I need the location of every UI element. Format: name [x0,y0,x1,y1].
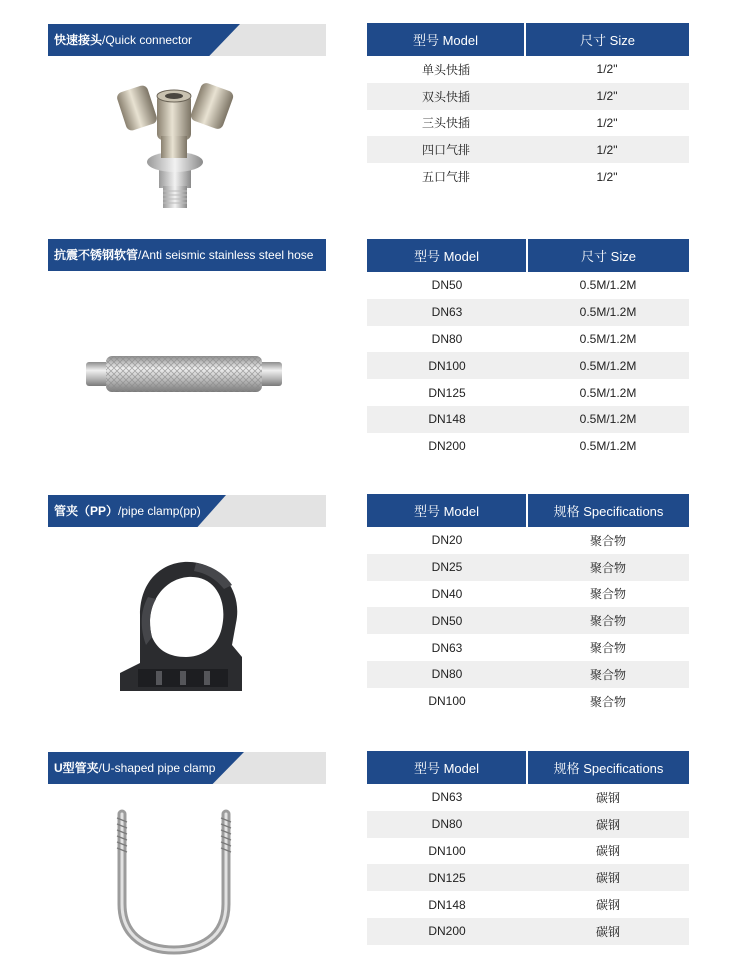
cell-model: 三头快插 [421,116,470,131]
table-row [367,918,689,945]
cell-spec: 聚合物 [527,661,689,688]
cell-model: DN63 [431,790,463,805]
cell-model: 双头快插 [367,83,525,110]
cell-model: DN100 [428,694,466,709]
cell-model: DN50 [367,607,527,634]
table-row [367,811,689,838]
table-row [367,891,689,918]
cell-model: DN200 [367,918,527,945]
cell-spec: 0.5M/1.2M [579,278,637,293]
cell-model: DN125 [367,864,527,891]
cell-spec: 0.5M/1.2M [579,385,637,400]
u-pipe-clamp-table [367,751,689,945]
cell-spec: 碳钢 [595,898,620,913]
cell-spec: 0.5M/1.2M [579,439,637,454]
cell-model: DN200 [428,439,466,454]
cell-model: 五口气排 [421,170,470,185]
column-header-size: 尺寸 Size [525,23,689,56]
cell-model: DN20 [431,533,463,548]
cell-model: DN63 [367,299,527,326]
cell-spec: 0.5M/1.2M [527,352,689,379]
table-row [367,838,689,865]
cell-model: DN50 [431,278,463,293]
cell-spec: 聚合物 [589,533,626,548]
cell-spec: 碳钢 [527,864,689,891]
cell-model: DN80 [367,811,527,838]
cell-model: DN100 [367,352,527,379]
cell-model: DN25 [367,554,527,581]
cell-model: DN100 [428,843,466,858]
cell-model: DN40 [431,586,463,601]
table-header-row [367,751,689,784]
cell-model: DN63 [431,640,463,655]
cell-spec: 碳钢 [527,811,689,838]
cell-spec: 0.5M/1.2M [527,406,689,433]
column-header-model: 型号 Model [367,751,527,784]
u-pipe-clamp-image [104,808,244,958]
column-header-size: 尺寸 Size [527,239,689,272]
cell-spec: 0.5M/1.2M [579,331,637,346]
section-title: 快速接头/Quick connector [54,33,193,47]
cell-model: DN148 [428,897,466,912]
cell-model: DN148 [367,406,527,433]
cell-spec: 1/2" [596,115,618,130]
cell-spec: 1/2" [596,169,618,184]
cell-spec: 碳钢 [527,918,689,945]
column-header-spec: 规格 Specifications [527,494,689,527]
cell-model: DN125 [428,385,466,400]
column-header-model: 型号 Model [367,494,527,527]
cell-model: 单头快插 [421,62,470,77]
section-title: 管夹（PP）/pipe clamp(pp) [54,504,201,518]
column-header-model: 型号 Model [367,23,525,56]
cell-spec: 1/2" [525,83,689,110]
cell-model: 四口气排 [367,136,525,163]
cell-spec: 聚合物 [527,554,689,581]
cell-spec: 聚合物 [589,641,626,656]
cell-spec: 聚合物 [589,694,626,709]
cell-spec: 0.5M/1.2M [527,299,689,326]
cell-model: DN80 [431,331,463,346]
section-title: U型管夹/U-shaped pipe clamp [54,761,216,775]
cell-spec: 聚合物 [527,607,689,634]
section-title-bar [48,752,326,784]
cell-spec: 聚合物 [589,587,626,602]
column-header-model: 型号 Model [367,239,527,272]
section-title: 抗震不锈钢软管/Anti seismic stainless steel hose [54,248,314,262]
column-header-spec: 规格 Specifications [527,751,689,784]
cell-spec: 1/2" [525,136,689,163]
cell-model: DN80 [367,661,527,688]
table-row [367,784,689,811]
cell-spec: 碳钢 [595,844,620,859]
cell-spec: 1/2" [596,62,618,77]
table-row [367,864,689,891]
cell-spec: 碳钢 [595,790,620,805]
